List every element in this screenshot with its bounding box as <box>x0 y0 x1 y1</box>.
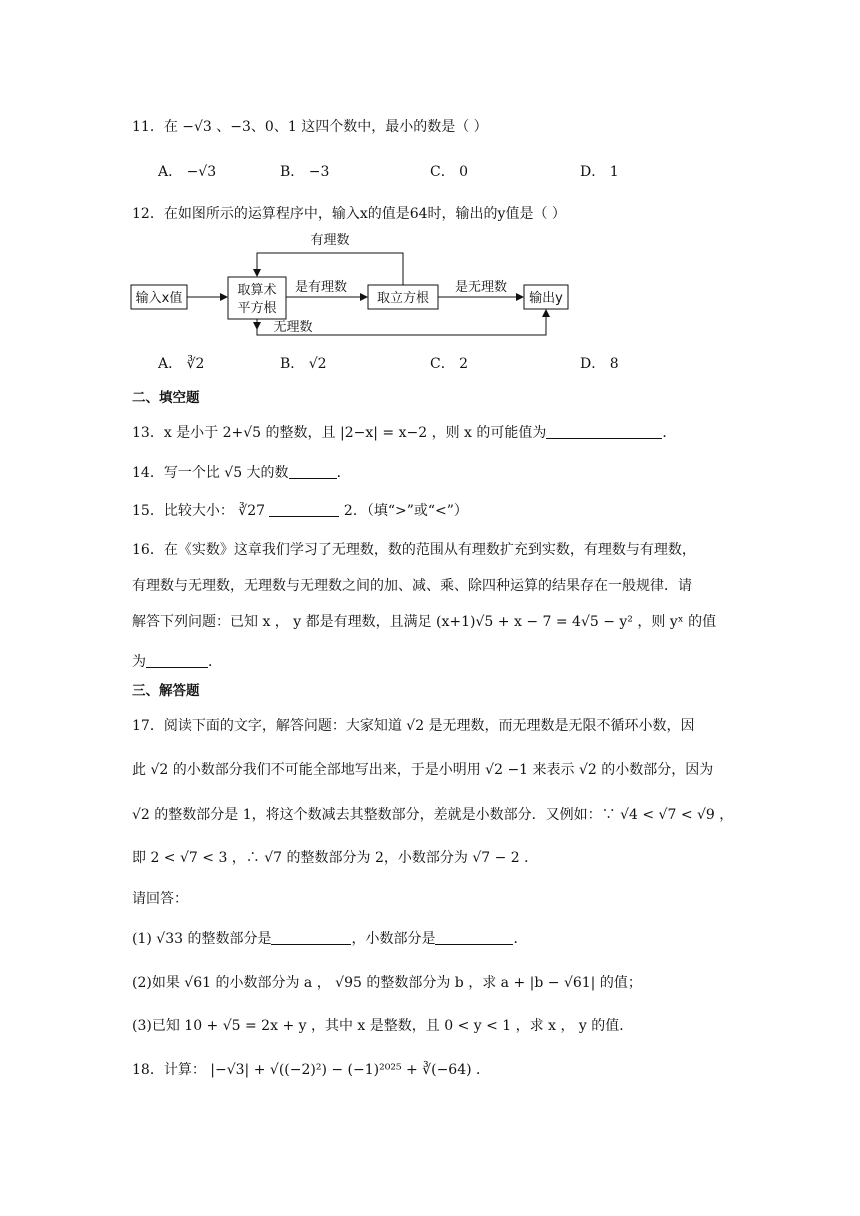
question-17-line1 <box>132 716 695 736</box>
option-key: A． <box>158 164 183 180</box>
option-b[interactable] <box>280 162 329 182</box>
option-value: 0 <box>459 164 469 180</box>
label-irrational-bottom: 无理数 <box>273 320 313 335</box>
question-number: 18． <box>132 1062 164 1078</box>
label-rational-top: 有理数 <box>310 233 350 248</box>
question-16-line4 <box>132 652 222 672</box>
answer-blank[interactable] <box>269 502 339 517</box>
question-16-line2: 有理数与无理数，无理数与无理数之间的加、减、乘、除四种运算的结果存在一般规律．请 <box>132 578 692 594</box>
option-key: C． <box>430 164 455 180</box>
question-text: 在 <box>163 119 178 135</box>
question-text: (1) √33 的整数部分是 <box>132 931 272 947</box>
sqrt-box-line1: 取算术 <box>237 283 277 298</box>
question-17-prompt: 请回答： <box>132 891 188 907</box>
option-c[interactable] <box>430 162 468 182</box>
option-value: −3 <box>308 164 330 180</box>
question-16-line3: 解答下列问题：已知 x ， y 都是有理数，且满足 (x+1)√5 + x − 7 = 4√5 − y² ，则 yˣ 的值 <box>132 614 717 630</box>
question-text: 比较大小： ∛27 <box>163 503 266 519</box>
option-value: 2 <box>459 356 469 372</box>
option-key: B． <box>280 164 305 180</box>
answer-blank[interactable] <box>146 653 208 668</box>
answer-blank[interactable] <box>289 464 337 479</box>
question-number: 13． <box>132 425 164 441</box>
question-text: 这四个数中，最小的数是（ ） <box>301 119 488 135</box>
answer-blank-decimal[interactable] <box>435 930 513 945</box>
question-17-sub3: (3)已知 10 + √5 = 2x + y ，其中 x 是整数，且 0 < y < 1 ，求 x ， y 的值． <box>132 1018 634 1034</box>
end-punct: ． <box>336 465 351 481</box>
answer-blank-integer[interactable] <box>271 930 351 945</box>
question-text: 计算： |−√3| + √((−2)²) − (−1)²⁰²⁵ + ∛(−64) ． <box>163 1062 491 1078</box>
question-13 <box>132 423 676 443</box>
option-a[interactable] <box>158 162 216 182</box>
end-punct: ． <box>513 931 528 947</box>
question-12 <box>132 204 566 224</box>
section-heading-solve: 三、解答题 <box>132 683 200 699</box>
option-value: √2 <box>308 356 327 372</box>
question-text: x 是小于 2+√5 的整数，且 |2−x| = x−2 ，则 x 的可能值为 <box>163 425 547 441</box>
end-punct: ． <box>662 425 677 441</box>
question-number: 15． <box>132 503 164 519</box>
question-number: 16． <box>132 542 164 558</box>
option-value: 1 <box>609 164 619 180</box>
question-number: 17． <box>132 718 164 734</box>
label-is-rational: 是有理数 <box>294 280 348 295</box>
option-key: D． <box>580 164 606 180</box>
cbrt-box-label: 取立方根 <box>376 291 430 306</box>
question-14 <box>132 463 351 483</box>
question-17-line3: √2 的整数部分是 1，将这个数减去其整数部分，差就是小数部分．又例如：∵ √4 < √7 < √9 ， <box>132 807 734 823</box>
question-number: 12． <box>132 206 164 222</box>
question-17-sub1 <box>132 929 527 949</box>
question-number: 14． <box>132 465 164 481</box>
input-box-label: 输入x值 <box>135 291 183 306</box>
question-text: 2．（填“>”或“<”） <box>343 503 468 519</box>
option-value: 8 <box>609 356 619 372</box>
question-text: ，小数部分是 <box>351 931 436 947</box>
option-value: −√3 <box>186 164 217 180</box>
label-is-irrational: 是无理数 <box>454 280 508 295</box>
question-text: 为 <box>132 654 146 670</box>
option-key: B． <box>280 356 305 372</box>
number-list: −√3 、−3、0、1 <box>182 119 297 135</box>
option-key: C． <box>430 356 455 372</box>
question-number: 11． <box>132 119 164 135</box>
option-value: ∛2 <box>186 356 205 372</box>
question-text: 阅读下面的文字，解答问题：大家知道 √2 是无理数，而无理数是无限不循环小数，因 <box>163 718 695 734</box>
option-d[interactable] <box>580 162 619 182</box>
question-text: 在如图所示的运算程序中，输入x的值是64时，输出的y值是（ ） <box>163 206 566 222</box>
question-text: 写一个比 √5 大的数 <box>163 465 289 481</box>
option-d[interactable] <box>580 354 619 374</box>
question-17-line2: 此 √2 的小数部分我们不可能全部地写出来，于是小明用 √2 −1 来表示 √2 的小数部分，因为 <box>132 762 714 778</box>
flow-diagram <box>125 225 585 345</box>
option-key: A． <box>158 356 183 372</box>
question-17-line4: 即 2 < √7 < 3 ，∴ √7 的整数部分为 2，小数部分为 √7 − 2 ． <box>132 850 539 866</box>
option-b[interactable] <box>280 354 327 374</box>
answer-blank[interactable] <box>546 424 662 439</box>
section-heading-fill-blank: 二、填空题 <box>132 390 200 406</box>
question-11 <box>132 117 488 137</box>
option-a[interactable] <box>158 354 204 374</box>
question-18 <box>132 1060 490 1080</box>
end-punct: ． <box>208 654 222 670</box>
question-16-line1 <box>132 540 696 560</box>
question-15 <box>132 501 468 521</box>
question-17-sub2: (2)如果 √61 的小数部分为 a ， √95 的整数部分为 b ，求 a + |b − √61| 的值； <box>132 975 642 991</box>
sqrt-box-line2: 平方根 <box>237 301 277 316</box>
option-c[interactable] <box>430 354 468 374</box>
option-key: D． <box>580 356 606 372</box>
question-text: 在《实数》这章我们学习了无理数，数的范围从有理数扩充到实数，有理数与有理数， <box>163 542 696 558</box>
output-box-label: 输出y <box>529 291 563 306</box>
